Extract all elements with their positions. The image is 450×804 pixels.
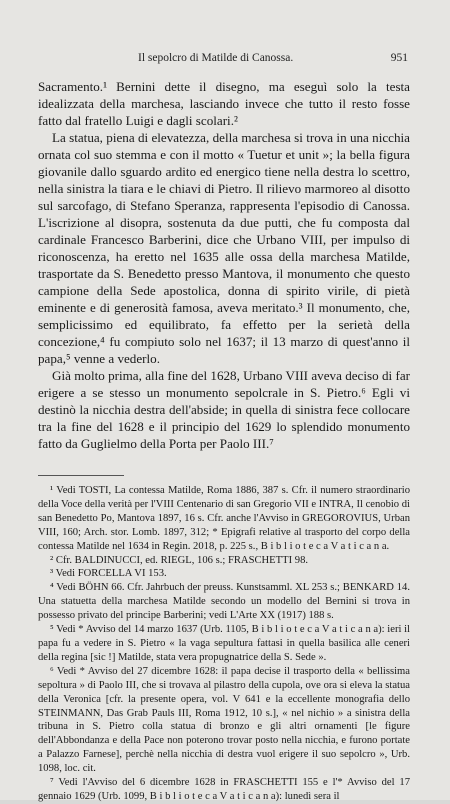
page-number: 951 xyxy=(390,52,408,64)
footnote: ⁷ Vedi l'Avviso del 6 dicembre 1628 in FRASCHETTI 155 e l'* Avviso del 17 gennaio 1629 (Urb. 1099, B i b l i o t e c a V a t i c a n a): lunedì sera il xyxy=(38,777,410,802)
footnote: ⁶ Vedi * Avviso del 27 dicembre 1628: il papa decise il trasporto della « bellissima sepoltura » di Paolo III, che si trovava al pilastro della cupola, ove ora si eleva la statua della Veronica [cfr. la presente opera, vol. V 641 e la eccellente monografia dello STEINMANN, Das Grab Pauls III, Roma 1912, 10 s.], « nel nichio » a sinistra della tribuna in S. Pietro colla statua di bronzo e gli altri ornamenti [le figure dell'Abbondanza e della Pace non poterono trovar posto nella nicchia, e furono portate a Palazzo Farnese], perchè nella nicchia di destra vuol erigere il suo sepolcro », Urb. 1098, loc. cit. xyxy=(38,665,410,775)
paragraph: Già molto prima, alla fine del 1628, Urbano VIII aveva deciso di far erigere a se stesso un monumento sepolcrale in S. Pietro.⁶ Egli vi destinò la nicchia destra dell'abside; in quella di sinistra fece collocare tra la fine del 1628 e il principio del 1629 lo splendido monumento fatto da Guglielmo della Porta per Paolo III.⁷ xyxy=(38,368,410,451)
paragraph: La statua, piena di elevatezza, della marchesa si trova in una nicchia ornata col suo stemma e con il motto « Tuetur et unit »; la bella figura giovanile dallo sguardo ardito ed energico tiene nella destra lo scettro, nella sinistra la tiara e le chiavi di Pietro. Il rilievo marmoreo al disotto sul sarcofago, di Stefano Speranza, rappresenta l'episodio di Canossa. L'iscrizione al disopra, sostenuta da due putti, che fu composta dal cardinale Francesco Barberini, dice che Urbano VIII, per impulso di riconoscenza, ha eretto nel 1635 alle ossa della marchesa Matilde, trasportate da S. Benedetto presso Mantova, il monumento che questo campione della Sede apostolica, donna di spirito virile, di pietà eminente e di generosità famosa, aveva meritato.³ Il monumento, che, semplicissimo ed equilibrato, fa effetto per la serietà della concezione,⁴ fu compiuto solo nel 1637; il 13 marzo di quest'anno il papa,⁵ venne a vederlo. xyxy=(38,130,410,366)
paragraph: Sacramento.¹ Bernini dette il disegno, ma eseguì solo la testa idealizzata della marchesa, lasciando invece che tutto il resto fosse fatto dal fratello Luigi e dagli scolari.² xyxy=(38,79,410,128)
main-text xyxy=(38,78,410,452)
footnote: ³ Vedi FORCELLA VI 153. xyxy=(50,568,167,580)
footnote: ¹ Vedi TOSTI, La contessa Matilde, Roma 1886, 387 s. Cfr. il numero straordinario della Voce della verità per l'VIII Centenario di san Gregorio VII e INTRA, Il cenobio di san Benedetto Po, Mantova 1897, 16 s. Cfr. anche l'Avviso in GREGOROVIUS, Urban VIII, 160; Arch. stor. Lomb. 1897, 312; * Epigrafi relative al trasporto del corpo della contessa Matilde nel 1634 in Regin. 2018, p. 225 s., B i b l i o t e c a V a t i c a n a. xyxy=(38,485,410,552)
footnote-rule xyxy=(38,475,124,476)
footnote: ² Cfr. BALDINUCCI, ed. RIEGL, 106 s.; FRASCHETTI 98. xyxy=(50,554,309,566)
footnote: ⁵ Vedi * Avviso del 14 marzo 1637 (Urb. 1105, B i b l i o t e c a V a t i c a n a): ieri il papa fu a vedere in S. Pietro « la vaga sepultura fattasi in quella basilica alle ceneri della regina [sic !] Matilde, stata vera propugnatrice della S. Sede ». xyxy=(38,624,410,663)
footnote: ⁴ Vedi BÖHN 66. Cfr. Jahrbuch der preuss. Kunstsamml. XL 253 s.; BENKARD 14. Una statuetta della marchesa Matilde secondo un modello del Bernini si trova in possesso privato del principe Barberini; vedi L'Arte XX (1917) 188 s. xyxy=(38,582,410,622)
footnotes xyxy=(38,484,410,804)
running-head xyxy=(38,52,408,68)
running-head-title: Il sepolcro di Matilde di Canossa. xyxy=(138,52,294,64)
